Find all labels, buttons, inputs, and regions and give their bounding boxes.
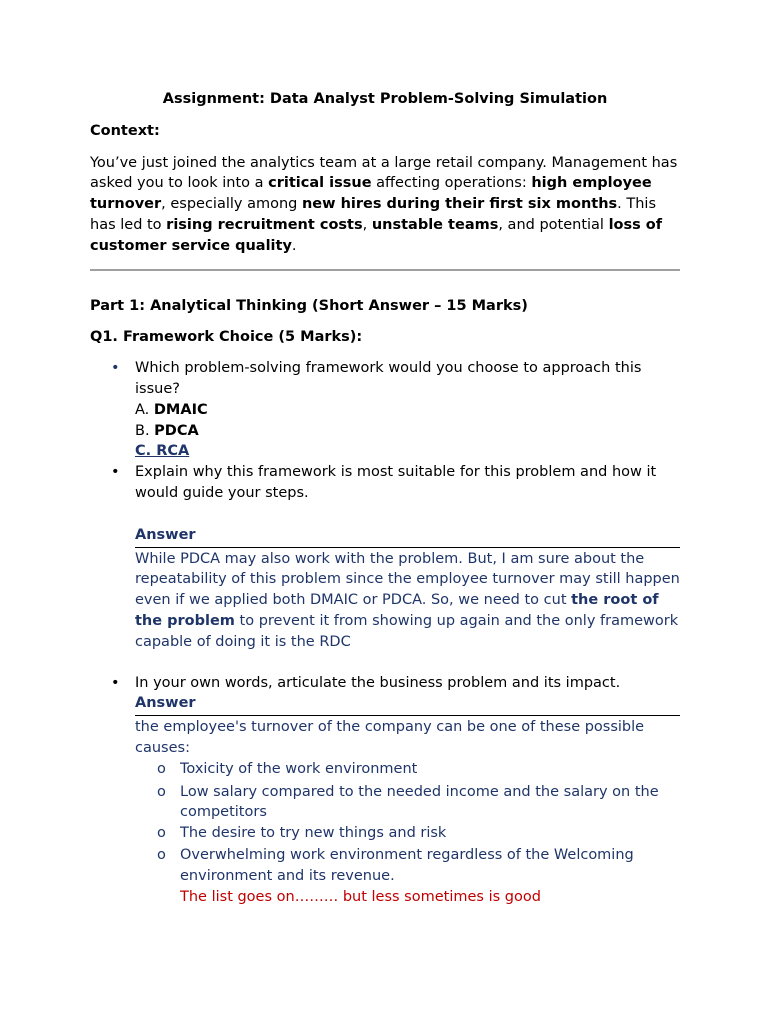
list-item [90,462,680,672]
q2-answer [135,549,680,653]
q3-answer-intro: the employee's turnover of the company can be one of these possible causes: [135,719,645,756]
q3-question: In your own words, articulate the business problem and its impact. [135,674,621,691]
answer-heading: Answer [135,525,680,548]
bullet-icon: • [111,360,120,377]
context-paragraph [90,153,680,257]
context-bold-3: new hires during their first six months [301,196,618,213]
answer-heading: Answer [135,693,680,716]
option-a-label: DMAIC [153,401,208,418]
context-bold-1: critical issue [268,175,372,192]
option-b [135,421,680,442]
option-b-prefix: B. [135,422,155,439]
section-divider [90,269,680,271]
context-text-2: affecting operations: [371,175,532,192]
cause-text: Overwhelming work environment regardless of the Welcoming environment and its revenue. [180,846,634,884]
part1-heading: Part 1: Analytical Thinking (Short Answer – 15 Marks) [90,297,528,314]
q1-heading: Q1. Framework Choice (5 Marks): [90,329,363,346]
assignment-title: Assignment: Data Analyst Problem-Solving Simulation [162,91,608,107]
context-bold-5: unstable teams [371,216,499,233]
context-bold-6: loss of customer service quality [90,216,663,254]
list-item [90,358,680,462]
context-text-7: . [291,237,297,254]
q2-answer-text-2: to prevent it from showing up again and the only framework capable of doing it is the RDC [135,612,679,650]
list-item [90,823,680,844]
sub-bullet-icon: o [157,760,166,777]
cause-text: The desire to try new things and risk [180,825,447,842]
option-c-label: C. RCA [135,443,190,460]
option-a-prefix: A. [135,401,154,418]
context-bold-2: high employee turnover [90,175,652,213]
q2-answer-text-1: While PDCA may also work with the problem. But, I am sure about the repeatability of this problem since the employee turnover may still happen even if we applied both DMAIC or PDCA. So, we need to cut [135,550,680,609]
q2-question: Explain why this framework is most suitable for this problem and how it would guide your steps. [135,464,657,501]
document-body [90,89,680,907]
list-note: The list goes on……… but less sometimes is good [180,888,541,905]
bullet-icon: • [111,464,120,481]
spacer [135,504,680,525]
context-text-3: , especially among [161,196,302,213]
context-text-5: , [362,216,372,233]
q2-answer-bold: the root of the problem [135,592,659,629]
context-heading: Context: [90,122,160,139]
q1-question: Which problem-solving framework would you choose to approach this issue? [135,360,642,397]
list-item [90,673,680,908]
bullet-icon: • [111,674,120,691]
sub-bullet-icon: o [157,783,166,800]
context-text-1: You’ve just joined the analytics team at a large retail company. Management has asked you to look into a [90,154,678,192]
cause-text: Toxicity of the work environment [180,760,418,777]
spacer [135,653,680,673]
list-item [90,845,680,887]
option-a [135,400,680,421]
option-b-label: PDCA [154,422,199,439]
context-text-6: , and potential [498,216,609,233]
causes-list [90,759,680,908]
sub-bullet-icon: o [157,846,166,863]
sub-bullet-icon: o [157,825,166,842]
option-c-selected [135,441,680,462]
context-bold-4: rising recruitment costs [166,216,363,233]
list-item [90,782,680,824]
cause-text: Low salary compared to the needed income and the salary on the competitors [180,783,659,821]
context-text-4: . This has led to [90,196,657,233]
list-item [90,759,680,780]
